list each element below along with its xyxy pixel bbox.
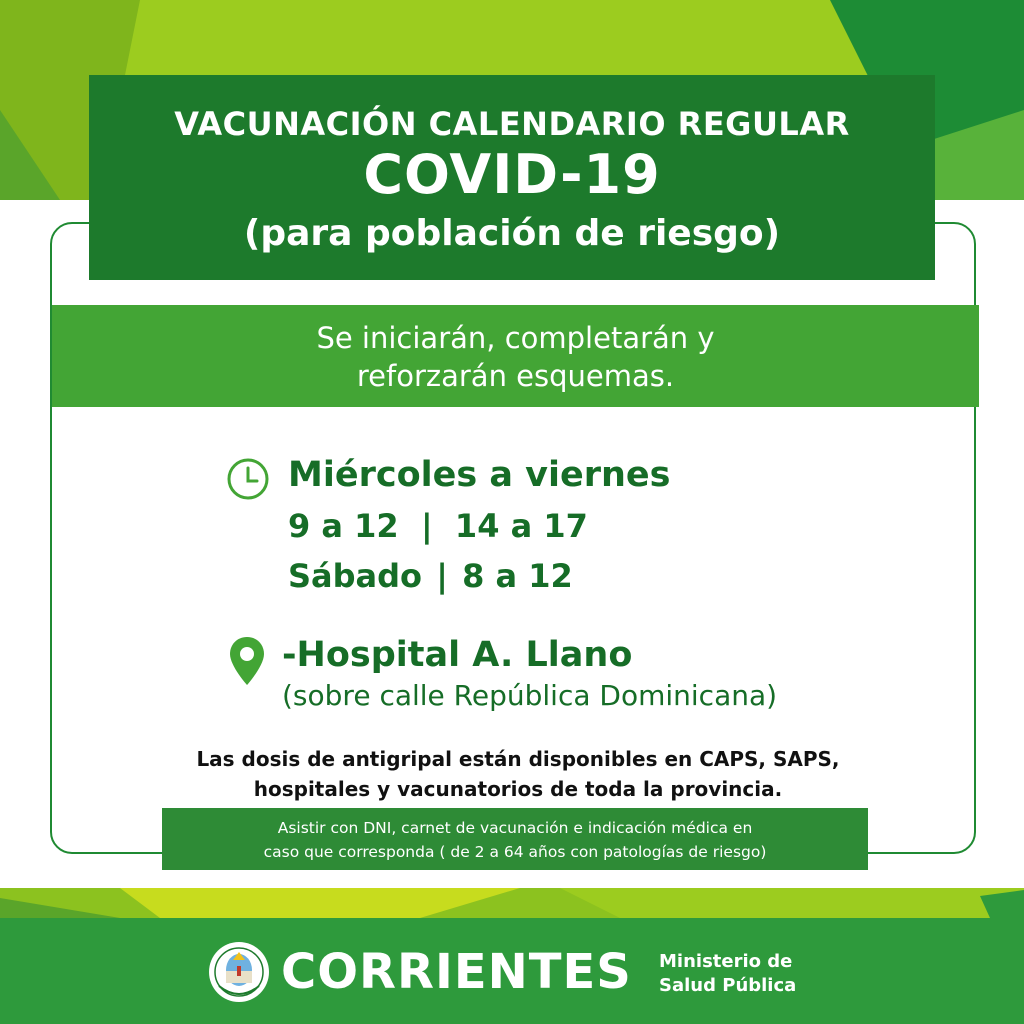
- requirements-box: [162, 808, 868, 870]
- header-box: [89, 75, 935, 280]
- band-line1: Se iniciarán, completarán y: [316, 321, 715, 355]
- location-name: -Hospital A. Llano: [282, 635, 633, 675]
- header-subtitle: (para población de riesgo): [243, 213, 781, 254]
- note-line2: hospitales y vacunatorios de toda la provincia.: [253, 777, 783, 801]
- saturday-separator: |: [436, 557, 448, 595]
- header-covid: COVID-19: [363, 143, 661, 206]
- saturday-hours: 8 a 12: [462, 557, 573, 595]
- ministry-line2: Salud Pública: [659, 975, 797, 996]
- clock-icon: [226, 457, 270, 501]
- band-line2: reforzarán esquemas.: [356, 359, 675, 393]
- province-seal-logo: [207, 938, 271, 1006]
- schedule-saturday: [288, 557, 573, 595]
- requirements-line1: Asistir con DNI, carnet de vacunación e indicación médica en: [277, 819, 753, 837]
- brand-corrientes: CORRIENTES: [281, 944, 632, 1000]
- note-line1: Las dosis de antigripal están disponibles en CAPS, SAPS,: [196, 747, 840, 771]
- footer: [0, 918, 1024, 1024]
- header-title: VACUNACIÓN CALENDARIO REGULAR: [174, 105, 850, 143]
- saturday-label: Sábado: [288, 557, 423, 595]
- schema-band: [52, 305, 979, 407]
- requirements-line2: caso que corresponda ( de 2 a 64 años con patologías de riesgo): [263, 843, 767, 861]
- schedule-days: Miércoles a viernes: [288, 455, 671, 495]
- schedule-hours: 9 a 12 | 14 a 17: [288, 507, 588, 545]
- location-detail: (sobre calle República Dominicana): [282, 679, 778, 712]
- ministry-name: [659, 950, 796, 998]
- ministry-line1: Ministerio de: [659, 951, 793, 972]
- location-pin-icon: [228, 635, 266, 687]
- antigripal-note: [60, 744, 976, 804]
